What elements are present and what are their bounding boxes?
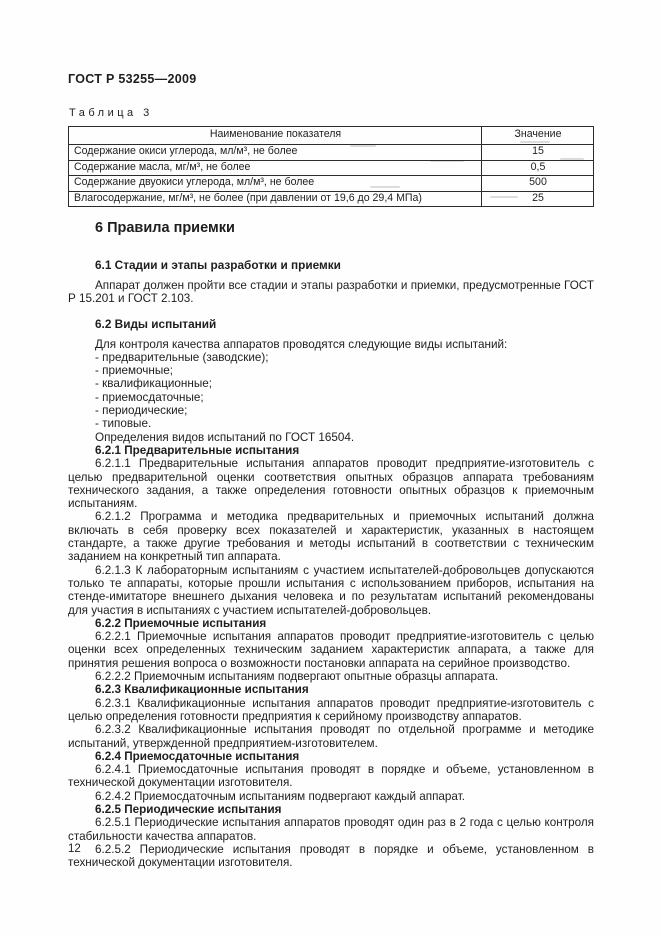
paragraph: 6.2.4.2 Приемосдаточным испытаниям подвергают каждый аппарат. bbox=[95, 789, 465, 803]
indicator-value: 500 bbox=[482, 176, 594, 192]
paragraph: 6.2.3.2 Квалификационные испытания проводят по отдельной программе и методике испытаний, утвержденной предприятием-изготовителем. bbox=[68, 723, 594, 750]
list-item: - приемосдаточные; bbox=[95, 390, 204, 404]
paragraph: Для контроля качества аппаратов проводятся следующие виды испытаний: bbox=[95, 337, 508, 351]
paragraph: 6.2.1.1 Предварительные испытания аппаратов проводит предприятие-изготовитель с целью предварительной оценки соответствия опытных образцов аппарата требованиям технического задания, а также определения готовности опытных образцов к приемочным испытаниям. bbox=[68, 457, 594, 511]
table-row bbox=[69, 160, 594, 176]
paragraph: 6.2.2.2 Приемочным испытаниям подвергают опытные образцы аппарата. bbox=[95, 670, 499, 684]
section-6-2-2-title: 6.2.2 Приемочные испытания bbox=[95, 616, 267, 630]
column-header-value: Значение bbox=[482, 127, 594, 145]
paragraph: 6.2.1.3 К лабораторным испытаниям с участием испытателей-добровольцев допускаются только те аппараты, которые прошли испытания с использованием приборов, испытания на стенде-имитаторе внешнего дыхания человека и по результатам испытаний рекомендованы для участия в испытаниях с участием испытателей-добровольцев. bbox=[68, 563, 594, 617]
list-item: - периодические; bbox=[95, 404, 188, 418]
standard-number: ГОСТ Р 53255—2009 bbox=[68, 72, 197, 86]
paragraph: Аппарат должен пройти все стадии и этапы разработки и приемки, предусмотренные ГОСТ Р 15.201 и ГОСТ 2.103. bbox=[68, 279, 594, 306]
section-6-2-title: 6.2 Виды испытаний bbox=[95, 316, 217, 331]
table-3 bbox=[68, 126, 594, 207]
paragraph: 6.2.5.1 Периодические испытания аппаратов проводят один раз в 2 года с целью контроля стабильности качества аппаратов. bbox=[68, 816, 594, 843]
paragraph: 6.2.5.2 Периодические испытания проводят в порядке и объеме, установленном в технической документации изготовителя. bbox=[68, 842, 594, 870]
list-item: - типовые. bbox=[95, 417, 152, 431]
table-row bbox=[69, 176, 594, 192]
paragraph: 6.2.4.1 Приемосдаточные испытания проводят в порядке и объеме, установленном в технической документации изготовителя. bbox=[68, 763, 594, 790]
indicator-name: Содержание масла, мг/м³, не более bbox=[69, 160, 482, 176]
page-content bbox=[68, 72, 594, 869]
list-item: - предварительные (заводские); bbox=[95, 350, 269, 364]
table-row bbox=[69, 191, 594, 207]
table-header-row bbox=[69, 127, 594, 145]
indicator-value: 25 bbox=[482, 191, 594, 207]
table-row bbox=[69, 145, 594, 161]
paragraph: 6.2.2.1 Приемочные испытания аппаратов проводит предприятие-изготовитель с целью оценки всех определенных техническим заданием характеристик аппарата, а также для принятия решения вопроса о возможности постановки аппарата на серийное производство. bbox=[68, 630, 594, 670]
section-6-2-1-title: 6.2.1 Предварительные испытания bbox=[95, 443, 300, 457]
paragraph: Определения видов испытаний по ГОСТ 16504. bbox=[95, 430, 355, 444]
column-header-name: Наименование показателя bbox=[69, 127, 482, 145]
table-caption: Таблица 3 bbox=[69, 107, 153, 119]
section-6-1-title: 6.1 Стадии и этапы разработки и приемки bbox=[95, 258, 341, 272]
indicator-value: 15 bbox=[482, 145, 594, 161]
section-6-2-3-title: 6.2.3 Квалификационные испытания bbox=[95, 683, 309, 697]
section-6-title: 6 Правила приемки bbox=[95, 220, 235, 236]
indicator-name: Содержание окиси углерода, мл/м³, не более bbox=[69, 145, 482, 161]
page-number: 12 bbox=[68, 843, 81, 855]
list-item: - квалификационные; bbox=[95, 377, 212, 391]
section-6-2-5-title: 6.2.5 Периодические испытания bbox=[95, 802, 282, 816]
indicator-name: Содержание двуокиси углерода, мл/м³, не более bbox=[69, 176, 482, 192]
section-6-2-4-title: 6.2.4 Приемосдаточные испытания bbox=[95, 749, 300, 763]
paragraph: 6.2.1.2 Программа и методика предварительных и приемочных испытаний должна включать в себя проверку всех показателей и характеристик, указанных в настоящем стандарте, а также другие требования и методы испытаний в соответствии с техническим заданием на конкретный тип аппарата. bbox=[68, 510, 594, 564]
indicator-value: 0,5 bbox=[482, 160, 594, 176]
indicator-name: Влагосодержание, мг/м³, не более (при давлении от 19,6 до 29,4 МПа) bbox=[69, 191, 482, 207]
paragraph: 6.2.3.1 Квалификационные испытания аппаратов проводит предприятие-изготовитель с целью определения готовности предприятия к серийному производству аппаратов. bbox=[68, 696, 594, 723]
list-item: - приемочные; bbox=[95, 364, 173, 378]
